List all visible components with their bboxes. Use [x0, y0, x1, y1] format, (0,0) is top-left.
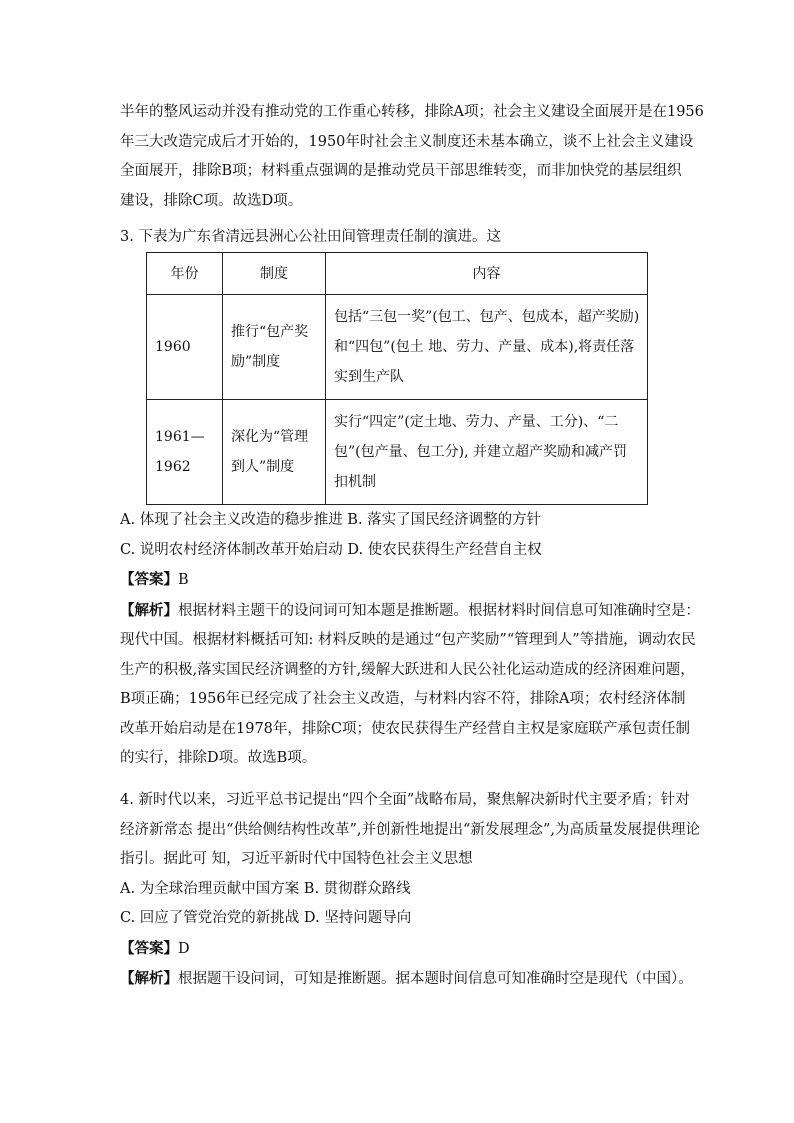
text-line: 全面展开，排除B项；材料重点强调的是推动党员干部思维转变，而非加快党的基层组织: [120, 163, 682, 179]
analysis-line: 【解析】根据题干设问词，可知是推断题。据本题时间信息可知准确时空是现代（中国）。: [120, 970, 693, 987]
table-header-cell: 制度: [223, 253, 326, 295]
option-line: C. 说明农村经济体制改革开始启动 D. 使农民获得生产经营自主权: [120, 541, 542, 558]
text-line: 年三大改造完成后才开始的，1950年时社会主义制度还未基本确立，谈不上社会主义建设: [120, 133, 694, 150]
table-row: [147, 295, 648, 400]
answer-line: [120, 934, 676, 965]
answer-value: B: [178, 572, 189, 588]
text-line: B项正确；1956年已经完成了社会主义改造，与材料内容不符，排除A项；农村经济体制: [120, 691, 686, 707]
text-line: 现代中国。根据材料概括可知: 材料反映的是通过“包产奖励”“管理到人”等措施，调动农民: [120, 632, 696, 648]
text-line: 3. 下表为广东省清远县洲心公社田间管理责任制的演进。这: [120, 229, 501, 245]
text-line: 半年的整风运动并没有推动党的工作重心转移，排除A项；社会主义建设全面展开是在1956: [120, 104, 704, 120]
text-line: 4. 新时代以来，习近平总书记提出“四个全面”战略布局，聚焦解决新时代主要矛盾；针对: [120, 792, 690, 808]
text-line: 建设，排除C项。故选D项。: [120, 192, 303, 209]
analysis-label: 【解析】: [120, 601, 178, 619]
text-line: 指引。据此可 知，习近平新时代中国特色社会主义思想: [120, 851, 473, 867]
text-line: 经济新常态 提出“供给侧结构性改革”,并创新性地提出“新发展理念”,为高质量发展提供理论: [120, 821, 700, 838]
table-cell-system: 深化为“管理 到人”制度: [223, 400, 326, 505]
answer-line: [120, 565, 676, 596]
table-header-row: [147, 253, 648, 295]
answer-label: 【答案】: [120, 571, 178, 588]
intro-paragraph: [120, 98, 704, 216]
analysis-line: 【解析】根据材料主题干的设问词可知本题是推断题。根据材料时间信息可知准确时空是：: [120, 601, 700, 619]
option-line: C. 回应了管党治党的新挑战 D. 坚持问题导向: [120, 910, 412, 926]
question-3-answer-block: [120, 506, 700, 774]
table-cell-year: 1961— 1962: [147, 400, 223, 505]
answer-label: 【答案】: [120, 939, 178, 957]
table-cell-year: 1960: [147, 295, 223, 400]
question-3-stem: [120, 223, 676, 253]
option-line: A. 体现了社会主义改造的稳步推进 B. 落实了国民经济调整的方针: [120, 512, 542, 528]
answer-value: D: [178, 940, 190, 957]
text-line: 改革开始启动是在1978年，排除C项；使农民获得生产经营自主权是家庭联产承包责任制: [120, 720, 690, 737]
text-line: 生产的积极,落实国民经济调整的方针,缓解大跃进和人民公社化运动造成的经济困难问题，: [120, 661, 695, 678]
table-cell-system: 推行“包产奖 励”制度: [223, 295, 326, 400]
question-4-block: [120, 786, 700, 995]
analysis-label: 【解析】: [120, 970, 178, 987]
text-line: 的实行，排除D项。故选B项。: [120, 750, 317, 766]
table-row: [147, 400, 648, 505]
option-line: A. 为全球治理贡献中国方案 B. 贯彻群众路线: [120, 880, 411, 897]
table-cell-content: 实行“四定”(定土地、劳力、产量、工分)、“二 包”(包产量、包工分), 并建立超产奖励和减产罚 扣机制: [326, 400, 648, 505]
question-3-table: [146, 252, 648, 505]
table-header-cell: 内容: [326, 253, 648, 295]
table-cell-content: 包括“三包一奖”(包工、包产、包成本，超产奖励) 和“四包”(包土 地、劳力、产量、成本),将责任落 实到生产队: [326, 295, 648, 400]
table-header-cell: 年份: [147, 253, 223, 295]
